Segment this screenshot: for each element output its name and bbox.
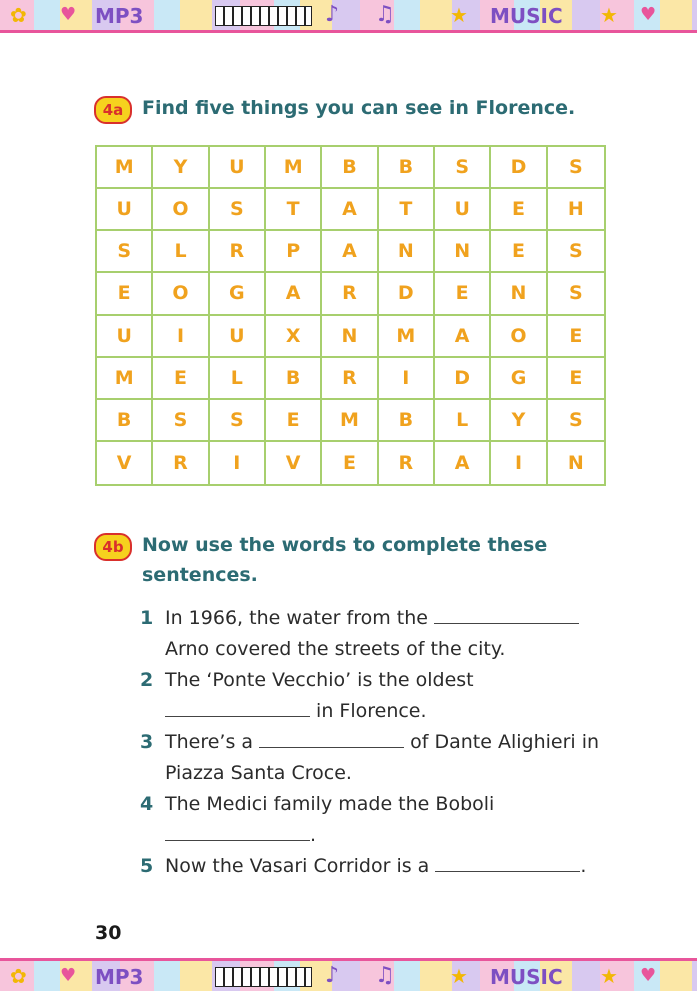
grid-cell[interactable]: V [266,442,322,484]
exercise-4a-badge: 4a [94,96,132,124]
grid-cell[interactable]: N [379,231,435,273]
grid-cell[interactable]: B [322,147,378,189]
grid-cell[interactable]: E [548,316,604,358]
grid-cell[interactable]: L [435,400,491,442]
banner-music-label: MUSIC [490,4,563,28]
sentence-5 [140,851,660,882]
grid-cell[interactable]: T [379,189,435,231]
grid-cell[interactable]: N [567,451,584,474]
grid-cell[interactable]: B [266,358,322,400]
grid-cell[interactable]: H [548,189,604,231]
exercise-4b-badge: 4b [94,533,132,561]
grid-cell[interactable]: S [153,400,209,442]
grid-cell[interactable]: M [322,400,378,442]
instruction-line-1: Now use the words to complete these [142,534,548,556]
star-icon: ★ [600,964,618,988]
word-search-grid [95,145,606,486]
grid-cell[interactable]: B [97,400,153,442]
sentence-4 [140,789,660,851]
grid-cell[interactable]: M [97,358,153,400]
sentence-list [140,603,660,882]
star-icon: ✿ [10,964,27,988]
star-icon: ✿ [10,3,27,27]
grid-cell[interactable]: G [210,273,266,315]
sentence-text: Now the Vasari Corridor is a [165,855,430,877]
banner-music-label: MUSIC [490,965,563,989]
grid-cell[interactable]: R [322,358,378,400]
answer-blank-3[interactable] [259,729,404,748]
music-note-icon: ♪ [325,2,340,27]
star-icon: ★ [600,3,618,27]
grid-cell[interactable]: S [210,189,266,231]
grid-cell[interactable]: E [97,273,153,315]
sentence-text: The ‘Ponte Vecchio’ is the oldest [165,669,474,691]
answer-blank-4[interactable] [165,822,310,841]
grid-cell[interactable]: S [548,400,604,442]
grid-cell[interactable]: O [153,189,209,231]
grid-cell[interactable]: E [435,273,491,315]
sentence-number: 3 [140,731,154,753]
top-banner [0,0,697,33]
grid-cell[interactable]: S [210,400,266,442]
sentence-text: in Florence. [316,700,427,722]
grid-cell[interactable]: A [322,231,378,273]
piano-keys-icon [215,6,312,26]
banner-mp3-label: MP3 [95,4,144,28]
star-icon: ★ [450,3,468,27]
grid-cell[interactable]: D [491,147,547,189]
heart-icon: ♥ [640,965,657,986]
grid-cell[interactable]: E [322,442,378,484]
grid-cell[interactable]: E [491,231,547,273]
sentence-text: There’s a [165,731,254,753]
grid-cell[interactable]: U [435,189,491,231]
sentence-text: The Medici family made the Boboli [165,793,495,815]
grid-cell[interactable]: A [435,442,491,484]
sentence-text: Arno covered the streets of the city. [165,638,506,660]
grid-cell[interactable]: U [210,147,266,189]
grid-cell[interactable]: E [491,189,547,231]
sentence-text: In 1966, the water from the [165,607,428,629]
banner-mp3-label: MP3 [95,965,144,989]
grid-cell[interactable]: U [210,316,266,358]
grid-cell[interactable]: A [266,273,322,315]
sentence-1 [140,603,660,665]
grid-cell[interactable]: I [153,316,209,358]
answer-blank-1[interactable] [434,605,579,624]
grid-cell[interactable]: Y [491,400,547,442]
grid-cell[interactable]: S [97,231,153,273]
grid-cell[interactable]: R [210,231,266,273]
grid-cell[interactable]: R [153,442,209,484]
grid-cell[interactable]: Y [153,147,209,189]
grid-cell[interactable]: B [379,147,435,189]
heart-icon: ♥ [640,4,657,25]
sentence-text: of Dante Alighieri in [410,731,600,753]
grid-cell[interactable]: U [97,316,153,358]
heart-icon: ♥ [60,4,77,25]
sentence-text: Piazza Santa Croce. [165,762,352,784]
grid-cell[interactable]: L [210,358,266,400]
grid-cell[interactable]: N [491,273,547,315]
grid-cell[interactable]: E [266,400,322,442]
page-number: 30 [95,922,122,944]
grid-cell[interactable]: V [97,442,153,484]
music-note-icon: ♫ [375,2,395,27]
exercise-4b-instruction [142,530,547,590]
grid-cell[interactable]: I [379,358,435,400]
sentence-3 [140,727,660,789]
grid-cell[interactable]: M [97,147,153,189]
grid-cell[interactable]: A [435,316,491,358]
grid-cell[interactable]: E [548,358,604,400]
bottom-banner [0,958,697,991]
grid-cell[interactable]: L [153,231,209,273]
grid-cell[interactable]: N [322,316,378,358]
grid-cell[interactable]: T [266,189,322,231]
heart-icon: ♥ [60,965,77,986]
answer-blank-5[interactable] [435,853,580,872]
grid-cell[interactable]: G [491,358,547,400]
sentence-text: . [310,824,317,846]
sentence-number: 1 [140,607,154,629]
sentence-text: . [580,855,587,877]
grid-cell[interactable]: X [266,316,322,358]
music-note-icon: ♪ [325,963,340,988]
sentence-number: 5 [140,855,154,877]
grid-cell[interactable]: D [379,273,435,315]
instruction-line-2: sentences. [142,564,258,586]
grid-cell[interactable]: O [153,273,209,315]
grid-cell[interactable]: O [491,316,547,358]
grid-cell[interactable]: N [435,231,491,273]
grid-cell[interactable]: B [379,400,435,442]
grid-cell[interactable]: I [491,442,547,484]
music-note-icon: ♫ [375,963,395,988]
grid-cell[interactable]: R [379,442,435,484]
grid-cell[interactable]: P [266,231,322,273]
star-icon: ★ [450,964,468,988]
sentence-number: 4 [140,793,154,815]
grid-cell[interactable]: S [548,231,604,273]
grid-cell[interactable]: S [548,273,604,315]
piano-keys-icon [215,967,312,987]
grid-cell[interactable]: I [210,442,266,484]
sentence-number: 2 [140,669,154,691]
grid-cell[interactable]: R [322,273,378,315]
answer-blank-2[interactable] [165,698,310,717]
grid-cell[interactable]: U [97,189,153,231]
sentence-2 [140,665,660,727]
grid-cell[interactable]: A [322,189,378,231]
grid-cell[interactable]: S [435,147,491,189]
grid-cell[interactable]: E [153,358,209,400]
grid-cell[interactable]: D [435,358,491,400]
grid-cell[interactable]: M [266,147,322,189]
exercise-4a-instruction: Find five things you can see in Florence. [142,97,576,119]
grid-cell[interactable]: M [379,316,435,358]
grid-cell[interactable]: S [548,147,604,189]
